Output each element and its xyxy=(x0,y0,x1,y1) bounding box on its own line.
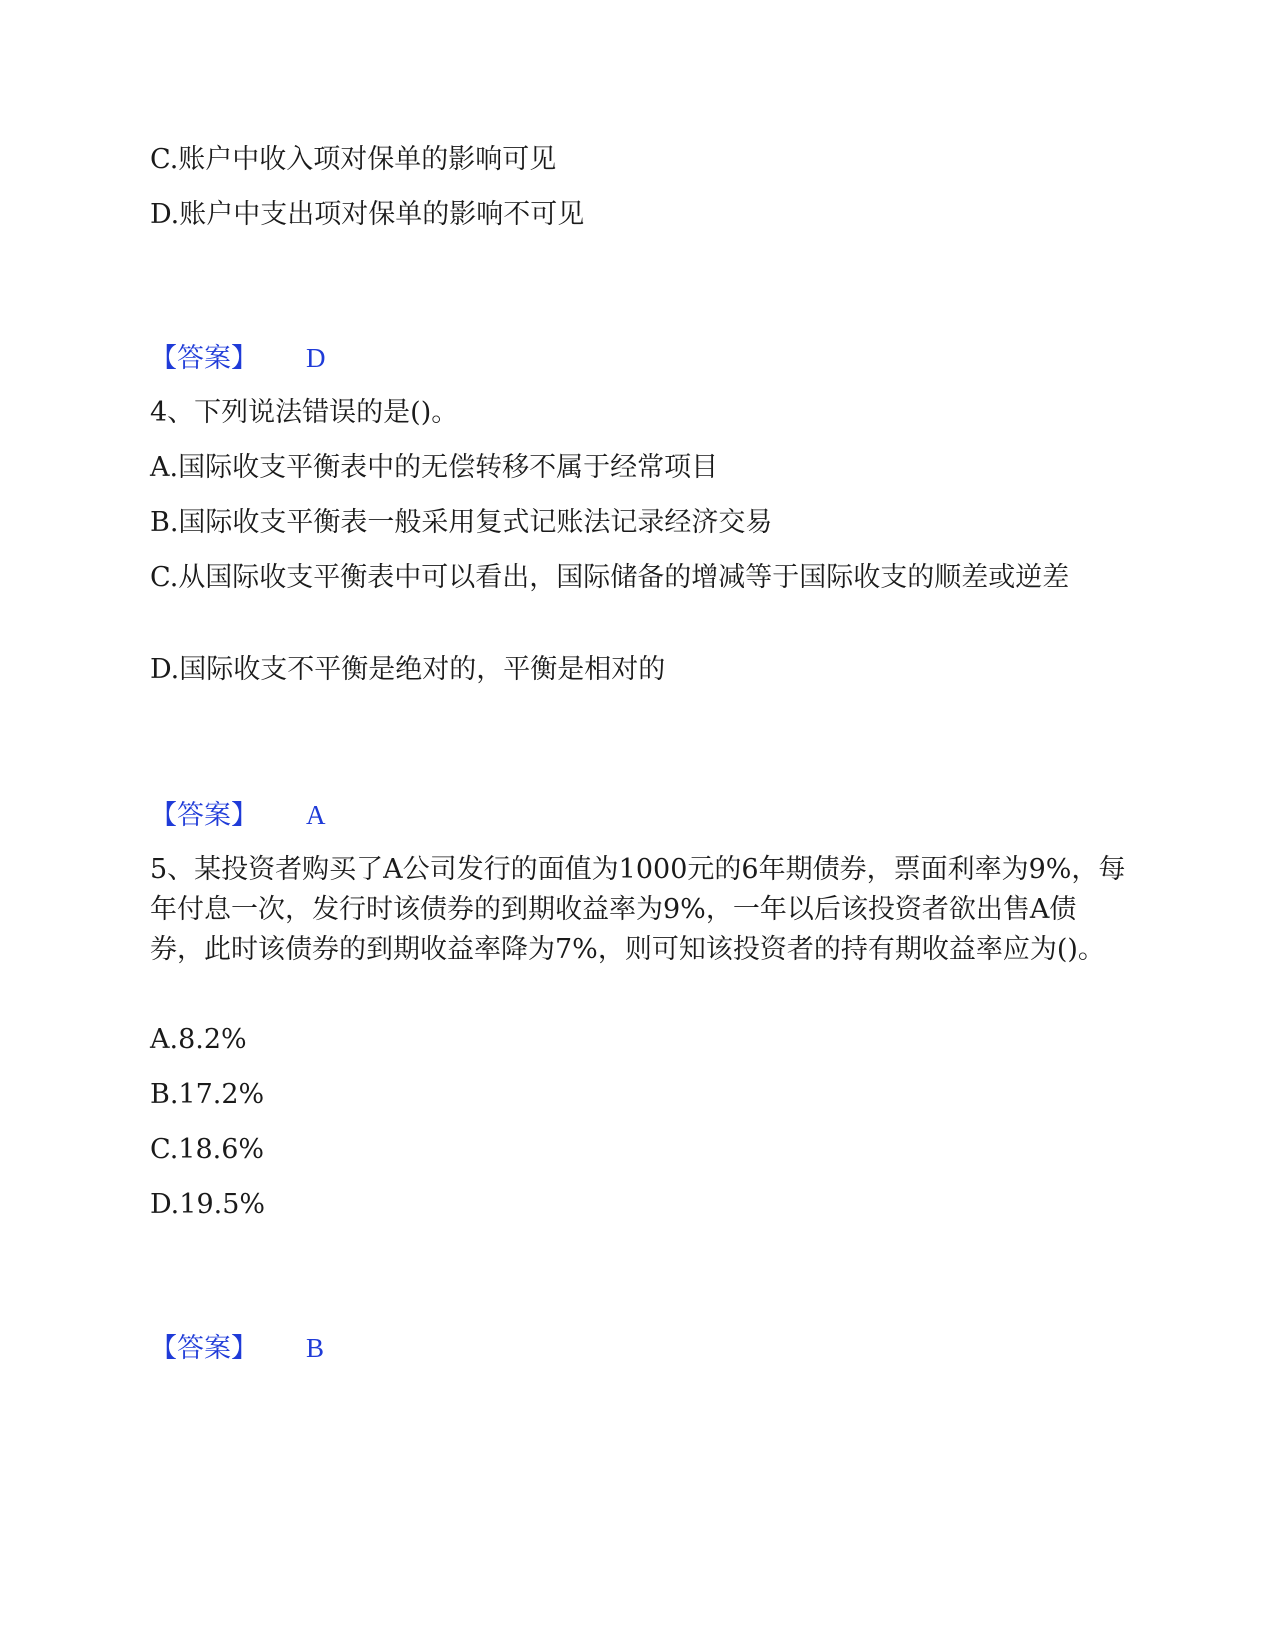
q5-option-a: A.8.2% xyxy=(150,1024,247,1055)
q4-option-b: B.国际收支平衡表一般采用复式记账法记录经济交易 xyxy=(150,507,773,538)
q4-option-a: A.国际收支平衡表中的无偿转移不属于经常项目 xyxy=(150,452,719,483)
answer-tag: 【答案】 xyxy=(150,800,258,831)
q5-option-d: D.19.5% xyxy=(150,1189,266,1220)
q5-stem: 5、某投资者购买了A公司发行的面值为1000元的6年期债券，票面利率为9%，每年付息一次，发行时该债券的到期收益率为9%，一年以后该投资者欲出售A债券，此时该债券的到期收益率降为7%，则可知该投资者的持有期收益率应为()。 xyxy=(150,854,1126,965)
answer-value: D xyxy=(306,343,326,373)
q3-option-d: D.账户中支出项对保单的影响不可见 xyxy=(150,199,585,230)
q4-option-d: D.国际收支不平衡是绝对的，平衡是相对的 xyxy=(150,654,666,685)
q5-option-b: B.17.2% xyxy=(150,1079,265,1110)
answer-3 xyxy=(150,338,326,379)
answer-value: A xyxy=(306,800,326,830)
answer-tag: 【答案】 xyxy=(150,1333,258,1364)
q3-option-c: C.账户中收入项对保单的影响可见 xyxy=(150,144,557,175)
answer-tag: 【答案】 xyxy=(150,343,258,374)
answer-value: B xyxy=(306,1333,325,1363)
q4-option-c: C.从国际收支平衡表中可以看出，国际储备的增减等于国际收支的顺差或逆差 xyxy=(150,562,1070,593)
answer-5 xyxy=(150,1328,324,1369)
q5-option-c: C.18.6% xyxy=(150,1134,265,1165)
q4-stem: 4、下列说法错误的是()。 xyxy=(150,397,459,428)
answer-4 xyxy=(150,795,326,836)
